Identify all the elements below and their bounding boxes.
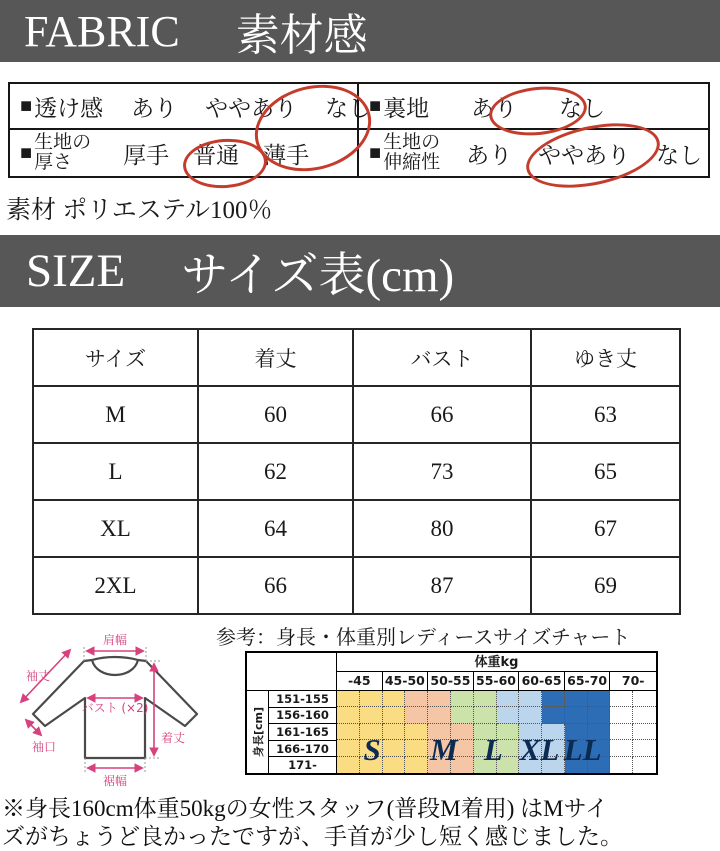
weight-col-label: -45 — [337, 672, 383, 690]
reference-note: 参考：身長・体重別レディースサイズチャート — [216, 627, 631, 649]
size-title-ja: サイズ表(cm) — [181, 249, 455, 302]
fabric-option: あり — [131, 95, 178, 121]
chart-cell — [383, 691, 406, 707]
garment-measure-diagram — [8, 634, 220, 796]
material-value: ポリエステル100％ — [62, 197, 273, 224]
size-value: 73 — [353, 443, 531, 500]
size-letter: M — [430, 732, 458, 768]
weight-col-label: 55-60 — [474, 672, 520, 690]
size-col-header: バスト — [353, 329, 531, 386]
chart-cell — [474, 740, 497, 756]
chart-cell — [383, 707, 406, 723]
size-value: 63 — [531, 386, 680, 443]
fit-note — [2, 795, 718, 850]
chart-cell — [497, 757, 520, 773]
square-bullet-icon: ■ — [369, 94, 382, 117]
height-row-label: 156-160 — [269, 708, 336, 725]
height-row-label: 166-170 — [269, 741, 336, 758]
chart-cell — [565, 724, 588, 740]
chart-cell — [542, 757, 565, 773]
table-row — [33, 557, 680, 614]
sleeve-length-label: 袖丈 — [25, 669, 51, 683]
chart-cell — [610, 707, 633, 723]
fabric-option-circled: ややあり — [538, 142, 631, 168]
table-row — [33, 443, 680, 500]
chart-cell — [451, 757, 474, 773]
height-rows — [269, 691, 337, 773]
chart-cell — [633, 740, 656, 756]
chart-cell — [474, 691, 497, 707]
weight-col-label: 60-65 — [519, 672, 565, 690]
chart-cell — [428, 707, 451, 723]
square-bullet-icon: ■ — [20, 141, 33, 164]
chart-cell — [519, 757, 542, 773]
size-value: 66 — [353, 386, 531, 443]
size-value: 87 — [353, 557, 531, 614]
fabric-options — [103, 90, 371, 123]
chart-cell — [428, 740, 451, 756]
fabric-option: あり — [466, 142, 513, 168]
chart-cell — [519, 740, 542, 756]
height-row-label: 171- — [288, 758, 317, 773]
chart-cell — [405, 691, 428, 707]
chart-cell — [565, 740, 588, 756]
size-col-header: 着丈 — [198, 329, 353, 386]
chart-cell — [565, 691, 588, 707]
size-name: L — [33, 443, 198, 500]
fit-note-line: ※身長160cm体重50kgの女性スタッフ(普段M着用) はMサイ — [2, 796, 608, 821]
weight-axis-label: 体重kg — [337, 653, 656, 672]
chart-cell — [474, 724, 497, 740]
fabric-option: 薄手 — [263, 142, 310, 168]
fabric-cell-sheerness — [10, 84, 372, 130]
chart-cell — [588, 691, 611, 707]
fabric-label: 生地の 伸縮性 — [383, 132, 441, 173]
size-letter: L — [483, 732, 503, 768]
square-bullet-icon: ■ — [20, 94, 33, 117]
chart-cell — [405, 740, 428, 756]
fabric-options — [99, 137, 309, 170]
chart-cell — [565, 707, 588, 723]
size-value: 80 — [353, 500, 531, 557]
size-letter: S — [363, 732, 381, 768]
chart-cell — [497, 691, 520, 707]
fabric-option: 厚手 — [123, 142, 170, 168]
fabric-cell-thickness — [10, 130, 359, 176]
chart-cell — [360, 740, 383, 756]
height-axis-label: 身長[cm] — [247, 691, 269, 773]
weight-col-label: 65-70 — [565, 672, 611, 690]
fabric-options — [429, 90, 605, 123]
size-name: XL — [33, 500, 198, 557]
chart-cell — [633, 691, 656, 707]
size-value: 67 — [531, 500, 680, 557]
size-value: 65 — [531, 443, 680, 500]
weight-col-label: 50-55 — [428, 672, 474, 690]
fabric-options — [440, 137, 702, 170]
chart-cell — [542, 724, 565, 740]
chart-cell — [451, 691, 474, 707]
fabric-label: 透け感 — [34, 95, 104, 121]
chart-cell — [610, 724, 633, 740]
chart-cell — [337, 757, 360, 773]
shoulder-width-label: 肩幅 — [102, 634, 128, 647]
size-letter: LL — [563, 732, 602, 768]
chart-cell — [610, 691, 633, 707]
chart-cell — [360, 707, 383, 723]
cuff-label: 袖口 — [31, 740, 57, 754]
chart-cell — [451, 707, 474, 723]
chart-cell — [610, 757, 633, 773]
fabric-table — [8, 82, 710, 178]
fabric-option-circled: なし — [325, 95, 372, 121]
chart-cell — [633, 707, 656, 723]
height-row-label: 161-165 — [269, 724, 336, 741]
fabric-option-circled: なし — [559, 95, 606, 121]
chart-cell — [610, 740, 633, 756]
fabric-cell-stretch — [359, 130, 708, 176]
table-row — [33, 500, 680, 557]
chart-cell — [360, 691, 383, 707]
chart-cell — [337, 691, 360, 707]
chart-cell — [588, 707, 611, 723]
chart-cell — [383, 724, 406, 740]
ladies-size-chart — [245, 651, 658, 775]
fabric-label: 生地の 厚さ — [34, 132, 92, 173]
size-value: 62 — [198, 443, 353, 500]
weight-columns — [337, 672, 656, 691]
chart-cell — [451, 724, 474, 740]
size-col-header: ゆき丈 — [531, 329, 680, 386]
chart-cell — [474, 757, 497, 773]
chart-cell — [383, 757, 406, 773]
weight-col-label: 70- — [621, 673, 645, 688]
size-table-header-row — [33, 329, 680, 386]
height-row-label: 151-155 — [269, 691, 336, 708]
material-line — [6, 190, 273, 226]
bust-label: バスト (×2) — [81, 701, 149, 715]
chart-cell — [360, 724, 383, 740]
chart-cell — [405, 707, 428, 723]
chart-cell — [497, 740, 520, 756]
chart-cell — [451, 740, 474, 756]
chart-cell — [565, 757, 588, 773]
chart-cell — [405, 757, 428, 773]
chart-cell — [405, 724, 428, 740]
fabric-label: 裏地 — [383, 95, 430, 121]
chart-blank-cell — [247, 653, 337, 691]
chart-cell — [519, 724, 542, 740]
chart-cell — [519, 707, 542, 723]
chart-cell — [633, 757, 656, 773]
size-value: 60 — [198, 386, 353, 443]
size-name: 2XL — [33, 557, 198, 614]
chart-cell — [428, 757, 451, 773]
table-row — [33, 386, 680, 443]
chart-cell — [428, 691, 451, 707]
chart-cell — [383, 740, 406, 756]
chart-grid — [337, 691, 656, 773]
body-length-label: 着丈 — [160, 731, 186, 745]
fabric-option: なし — [656, 142, 703, 168]
fit-note-line: ズがちょうど良かったですが、手首が少し短く感じました。 — [2, 823, 623, 849]
chart-cell — [519, 691, 542, 707]
chart-cell — [337, 724, 360, 740]
chart-cell — [497, 707, 520, 723]
size-table — [32, 328, 681, 615]
size-name: M — [33, 386, 198, 443]
chart-cell — [542, 707, 565, 723]
size-letter: XL — [519, 732, 560, 768]
chart-cell — [588, 724, 611, 740]
fabric-option-circled: 普通 — [193, 142, 240, 168]
chart-cell — [337, 740, 360, 756]
hem-width-label: 裾幅 — [102, 774, 128, 788]
chart-cell — [337, 707, 360, 723]
size-value: 64 — [198, 500, 353, 557]
size-title-en: SIZE — [26, 245, 126, 297]
chart-cell — [474, 707, 497, 723]
size-value: 69 — [531, 557, 680, 614]
fabric-option: ややあり — [205, 95, 298, 121]
chart-cell — [588, 757, 611, 773]
fabric-section-header — [0, 0, 720, 62]
chart-cell — [542, 691, 565, 707]
chart-cell — [542, 740, 565, 756]
chart-cell — [497, 724, 520, 740]
size-value: 66 — [198, 557, 353, 614]
chart-cell — [633, 724, 656, 740]
size-col-header: サイズ — [33, 329, 198, 386]
fabric-option: あり — [471, 95, 518, 121]
chart-cell — [360, 757, 383, 773]
weight-col-label: 45-50 — [383, 672, 429, 690]
fabric-title-ja: 素材感 — [235, 11, 368, 60]
chart-cell — [428, 724, 451, 740]
material-label: 素材 — [6, 197, 57, 224]
fabric-cell-lining — [359, 84, 708, 130]
chart-cell — [588, 740, 611, 756]
square-bullet-icon: ■ — [369, 141, 382, 164]
size-section-header — [0, 235, 720, 307]
fabric-title-en: FABRIC — [24, 6, 180, 56]
